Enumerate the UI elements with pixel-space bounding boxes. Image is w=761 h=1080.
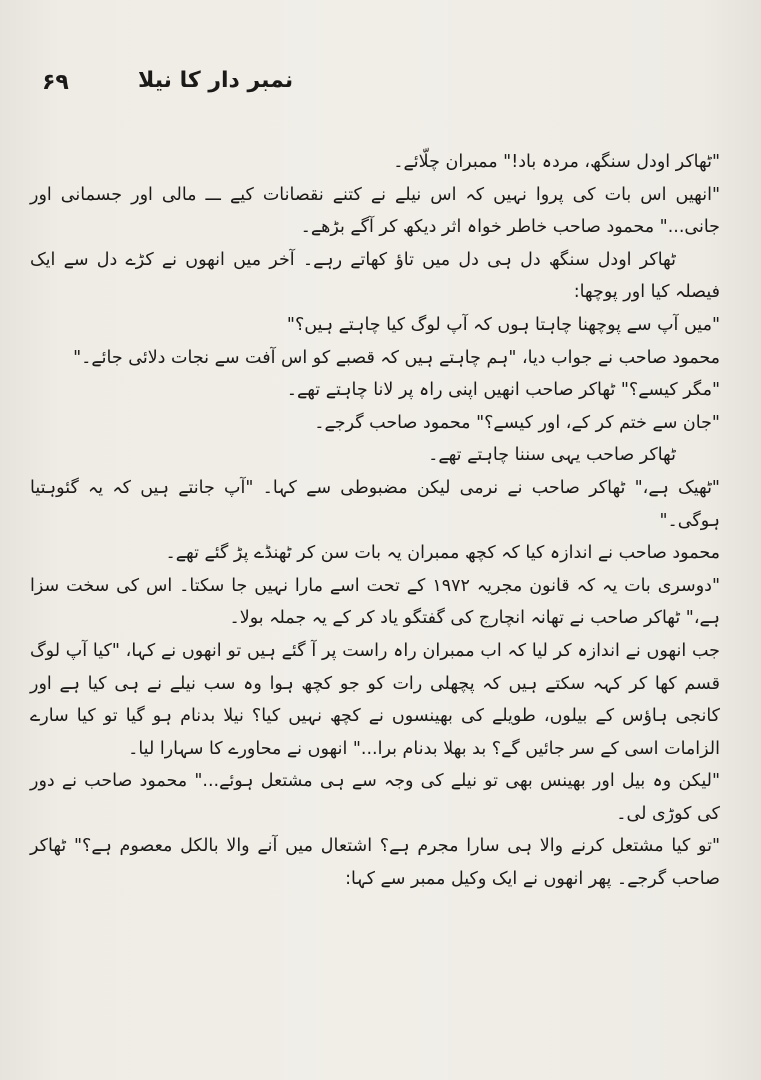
paragraph: "تو کیا مشتعل کرنے والا ہی سارا مجرم ہے؟ اشتعال میں آنے والا بالکل معصوم ہے؟" ٹھاکر صاحب گرجے۔ پھر انھوں نے ایک وکیل ممبر سے کہا: [30, 836, 720, 890]
paragraph: جب انھوں نے اندازہ کر لیا کہ اب ممبران راہ راست پر آ گئے ہیں تو انھوں نے کہا، "کیا آپ لوگ قسم کھا کر کہہ سکتے ہیں کہ پچھلی رات کو جو کچھ ہوا وہ سب نیلے نے ہی کیا ہے اور کانجی ہاؤس کے بیلوں، طویلے کی بھینسوں نے کچھ نہیں کیا؟ نیلا بدنام ہو گیا تو کیا سارے الزامات اسی کے سر جائیں گے؟ بد بھلا بدنام برا..." انھوں نے محاورے کا سہارا لیا۔ [30, 640, 720, 759]
running-title: نمبر دار کا نیلا [138, 68, 294, 93]
paragraph: "جان سے ختم کر کے، اور کیسے؟" محمود صاحب گرجے۔ [314, 412, 720, 433]
page-number: ۶۹ [42, 70, 69, 95]
paragraph: "دوسری بات یہ کہ قانون مجریہ ۱۹۷۲ کے تحت اسے مارا نہیں جا سکتا۔ اس کی سخت سزا ہے،" ٹھاکر صاحب نے تھانہ انچارج کی گفتگو یاد کر کے یہ جملہ بولا۔ [30, 575, 721, 629]
paragraph: محمود صاحب نے اندازہ کیا کہ کچھ ممبران یہ بات سن کر ٹھنڈے پڑ گئے تھے۔ [165, 543, 720, 564]
paragraph: "انھیں اس بات کی پروا نہیں کہ اس نیلے نے کتنے نقصانات کیے ـــ مالی اور جسمانی اور جانی..." محمود صاحب خاطر خواہ اثر دیکھ کر آگے بڑھے۔ [30, 184, 720, 238]
paragraph: محمود صاحب نے جواب دیا، "ہم چاہتے ہیں کہ قصبے کو اس آفت سے نجات دلائی جائے۔" [73, 347, 720, 368]
body-text [30, 146, 720, 896]
paragraph: "میں آپ سے پوچھنا چاہتا ہوں کہ آپ لوگ کیا چاہتے ہیں؟" [286, 314, 720, 335]
paragraph: ٹھاکر صاحب یہی سننا چاہتے تھے۔ [428, 445, 676, 466]
page-header [40, 66, 721, 102]
paragraph: "مگر کیسے؟" ٹھاکر صاحب انھیں اپنی راہ پر لانا چاہتے تھے۔ [286, 380, 720, 401]
paragraph: "لیکن وہ بیل اور بھینس بھی تو نیلے کی وجہ سے ہی مشتعل ہوئے..." محمود صاحب نے دور کی کوڑی لی۔ [30, 771, 720, 824]
paragraph: "ٹھیک ہے،" ٹھاکر صاحب نے نرمی لیکن مضبوطی سے کہا۔ "آپ جانتے ہیں کہ یہ گئوہتیا ہوگی۔" [30, 477, 720, 531]
paragraph: ٹھاکر اودل سنگھ دل ہی دل میں تاؤ کھاتے رہے۔ آخر میں انھوں نے کڑے دل سے ایک فیصلہ کیا اور پوچھا: [30, 249, 720, 303]
paragraph: "ٹھاکر اودل سنگھ، مردہ باد!" ممبران چلّائے۔ [393, 152, 720, 172]
